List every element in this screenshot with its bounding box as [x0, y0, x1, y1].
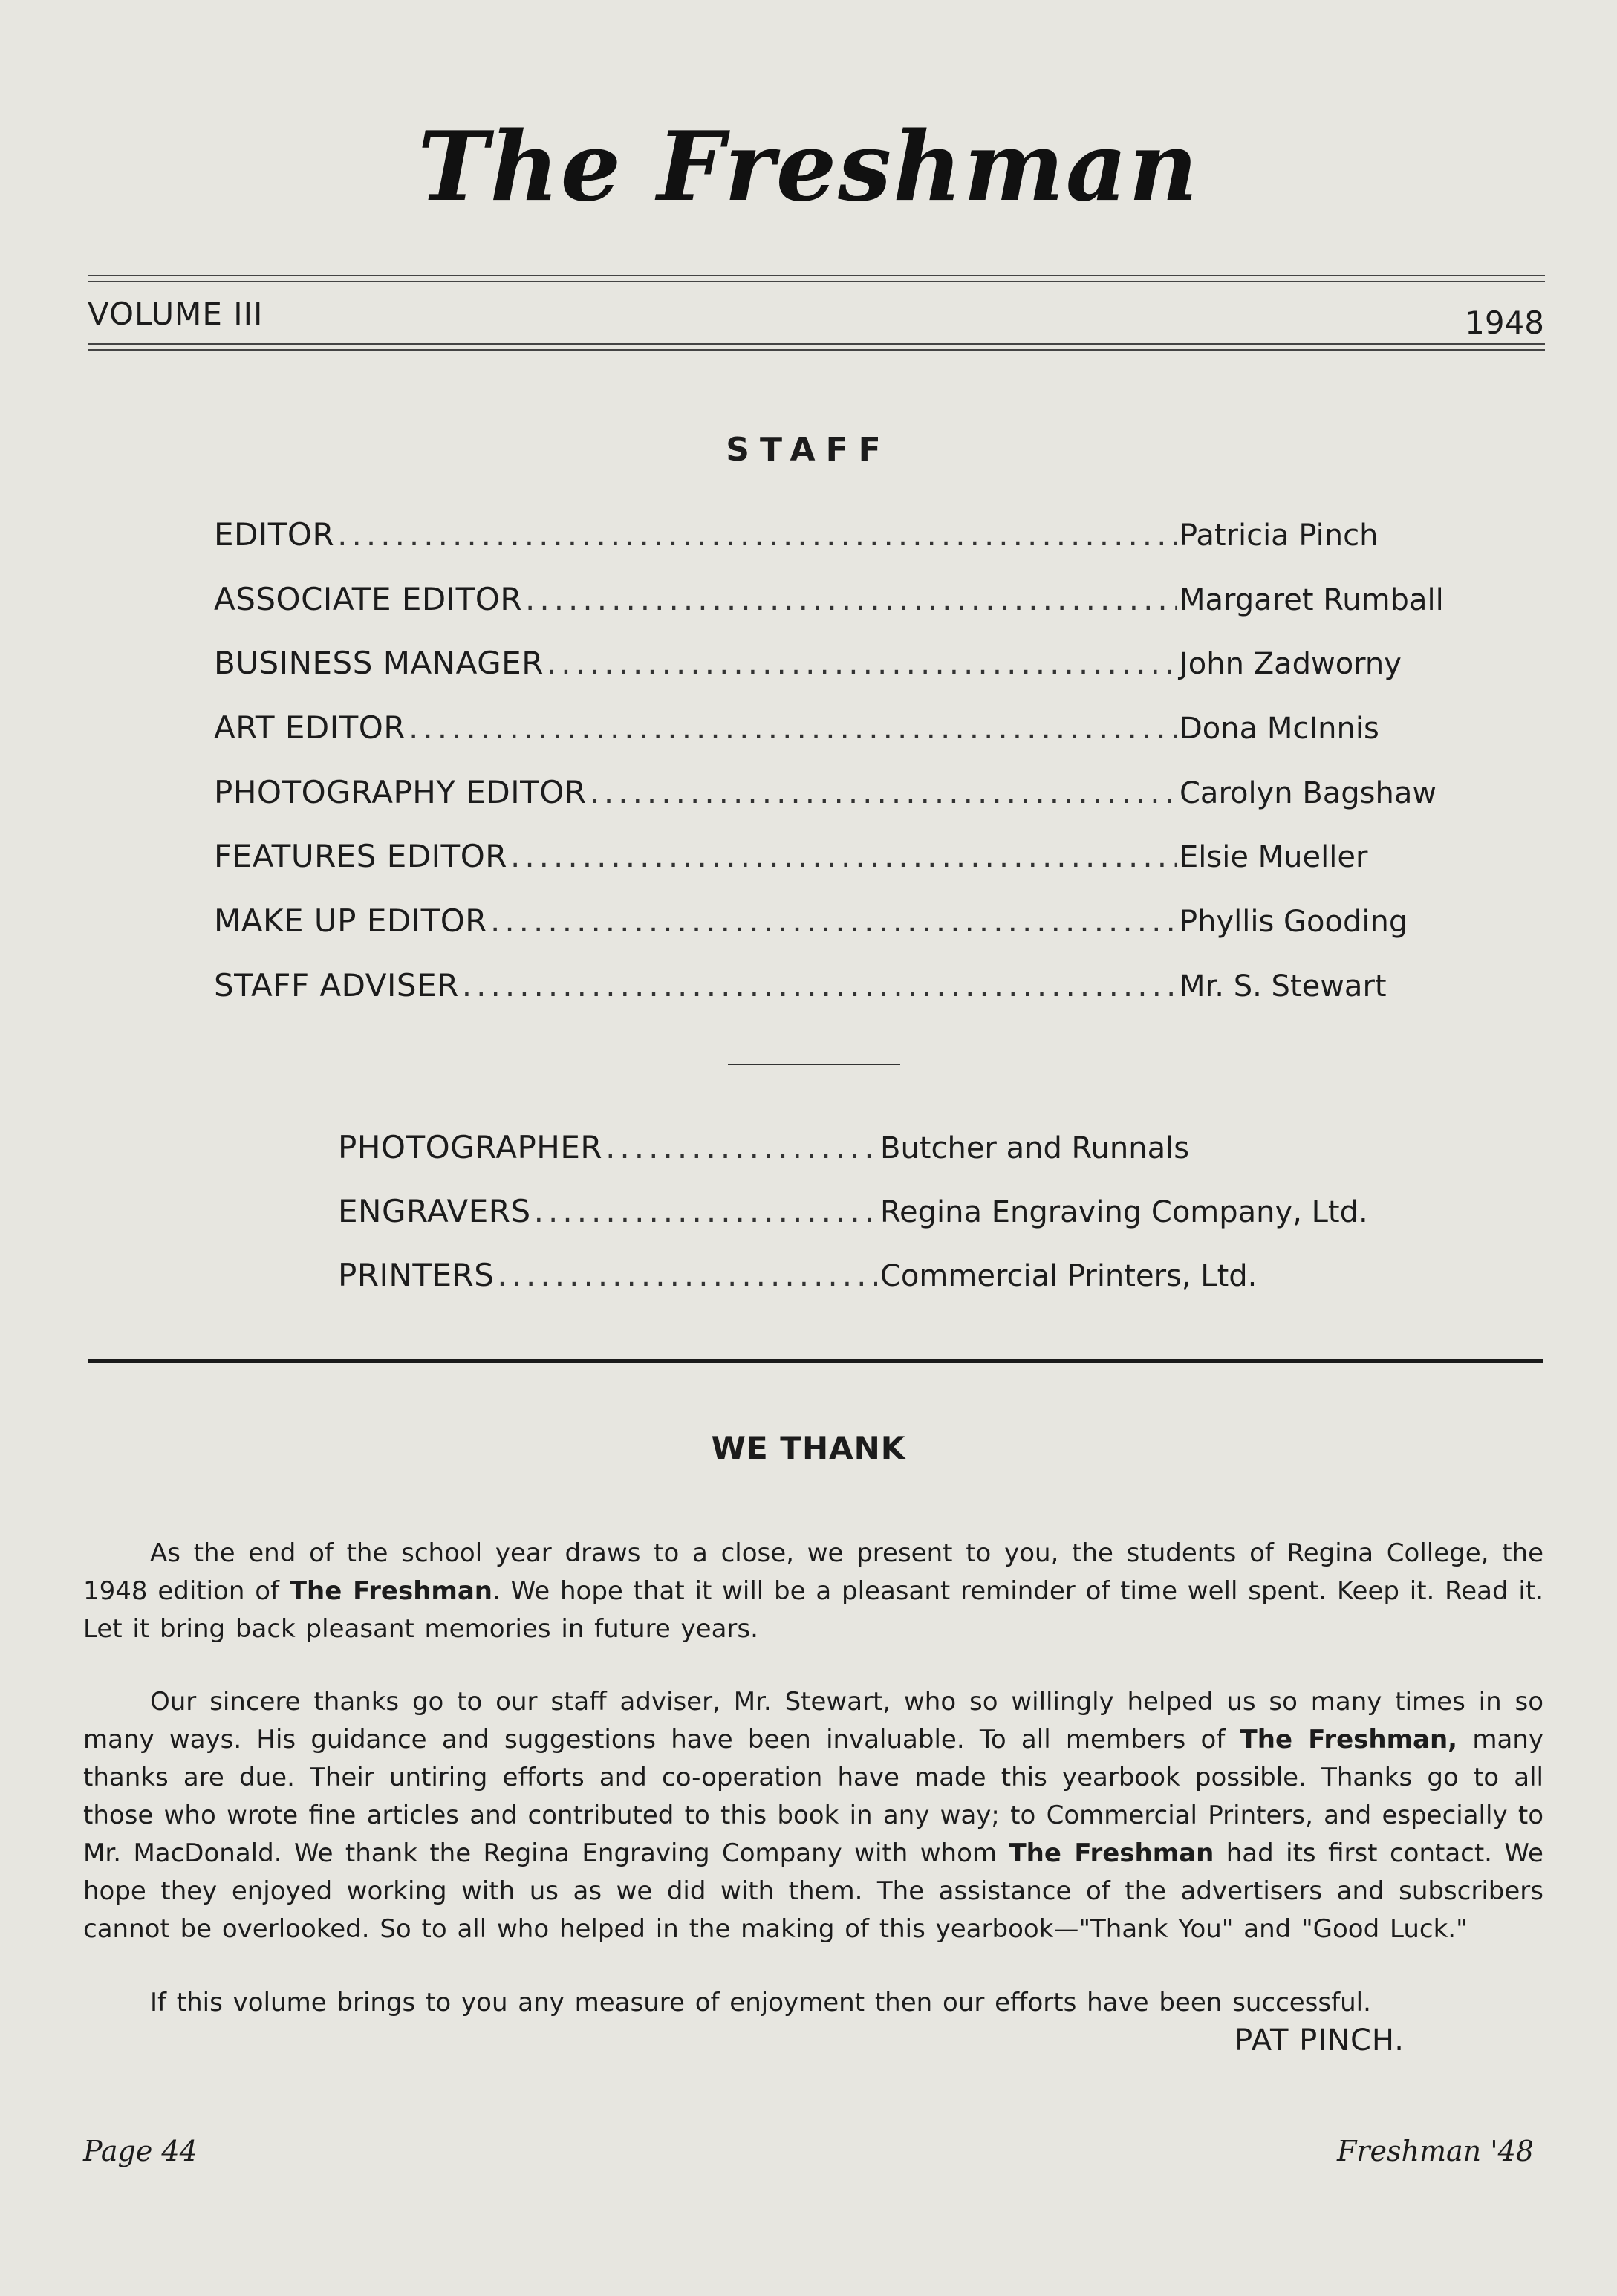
credit-role: PHOTOGRAPHER: [338, 1129, 603, 1165]
page-number: Page 44: [83, 2135, 198, 2167]
staff-role: BUSINESS MANAGER: [214, 645, 544, 681]
leader-dots: [510, 838, 1177, 874]
staff-row: [214, 774, 1439, 810]
credit-name: Commercial Printers, Ltd.: [880, 1259, 1258, 1293]
staff-name: Patricia Pinch: [1180, 518, 1379, 553]
staff-role: STAFF ADVISER: [214, 967, 459, 1004]
staff-role: MAKE UP EDITOR: [214, 903, 487, 939]
staff-name: Phyllis Gooding: [1180, 905, 1408, 939]
leader-dots: [547, 645, 1177, 681]
text-run: . We hope that it will be a pleasant reminder of time well spent. Keep it. Read it. Let it bring back pleasant memories in future years.: [83, 1576, 1543, 1644]
signature: PAT PINCH.: [1234, 2023, 1405, 2058]
leader-dots: [490, 903, 1177, 939]
credit-role: PRINTERS: [338, 1257, 495, 1293]
leader-dots: [462, 967, 1177, 1004]
credit-role: ENGRAVERS: [338, 1193, 531, 1229]
masthead-title: The Freshman: [417, 111, 1200, 223]
leader-dots: [409, 709, 1177, 746]
staff-role: ART EDITOR: [214, 709, 406, 746]
staff-row: [214, 709, 1439, 746]
credit-row: [338, 1129, 1326, 1165]
leader-dots: [605, 1129, 877, 1165]
thanks-paragraph-1: [83, 1535, 1543, 1648]
text-run: had its first contact. We hope they enjoyed working with us as we did with them. The assistance of the advertisers and subscribers cannot be overlooked. So to all who helped in the making of this yearbook—"Thank You" and "Good Luck.": [83, 1838, 1543, 1944]
text-run: Our sincere thanks go to our staff adviser, Mr. Stewart, who so willingly helped us so many times in so many ways. His guidance and suggestions have been invaluable. To all members of: [83, 1687, 1543, 1754]
staff-row: [214, 645, 1439, 681]
staff-name: Carolyn Bagshaw: [1180, 776, 1437, 810]
staff-role: PHOTOGRAPHY EDITOR: [214, 774, 587, 810]
volume-label: VOLUME III: [88, 296, 264, 332]
staff-row: [214, 967, 1439, 1004]
year-label: 1948: [1465, 305, 1544, 341]
staff-row: [214, 903, 1439, 939]
staff-heading: STAFF: [726, 431, 891, 469]
staff-name: Dona McInnis: [1180, 712, 1379, 746]
leader-dots: [497, 1257, 877, 1293]
header-rule-top: [88, 275, 1545, 282]
staff-name: Margaret Rumball: [1180, 583, 1444, 617]
leader-dots: [525, 581, 1177, 617]
thanks-heading: WE THANK: [711, 1430, 906, 1466]
leader-dots: [534, 1193, 877, 1229]
thanks-paragraph-3: If this volume brings to you any measure of enjoyment then our efforts have been successful.: [150, 1988, 1371, 2017]
header-rule-bottom: [88, 343, 1545, 351]
text-run: As the end of the school year draws to a close, we present to you, the students of Regina College, the 1948 edition of: [83, 1538, 1543, 1606]
thanks-paragraph-2: [83, 1683, 1543, 1948]
section-divider: [728, 1064, 900, 1065]
leader-dots: [590, 774, 1177, 810]
staff-row: [214, 581, 1444, 617]
staff-row: [214, 516, 1439, 553]
staff-name: Mr. S. Stewart: [1180, 969, 1387, 1004]
credit-row: [338, 1257, 1326, 1293]
staff-role: EDITOR: [214, 516, 335, 553]
staff-role: FEATURES EDITOR: [214, 838, 507, 874]
section-rule: [88, 1359, 1543, 1363]
credit-name: Butcher and Runnals: [880, 1131, 1190, 1165]
publication-name: The Freshman: [1009, 1838, 1214, 1868]
leader-dots: [337, 516, 1177, 553]
credit-row: [338, 1193, 1368, 1229]
staff-role: ASSOCIATE EDITOR: [214, 581, 522, 617]
staff-row: [214, 838, 1439, 874]
footer-publication: Freshman '48: [1336, 2135, 1534, 2167]
credit-name: Regina Engraving Company, Ltd.: [880, 1195, 1368, 1229]
publication-name: The Freshman: [289, 1576, 493, 1606]
publication-name: The Freshman,: [1240, 1725, 1458, 1754]
staff-name: John Zadworny: [1180, 647, 1402, 681]
staff-name: Elsie Mueller: [1180, 840, 1368, 874]
text-run: many thanks are due. Their untiring efforts and co-operation have made this yearbook possible. Thanks go to all those who wrote fine articles and contributed to this book in any way; to Commercial Printers, and especially to Mr. MacDonald. We thank the Regina Engraving Company with whom: [83, 1725, 1543, 1868]
